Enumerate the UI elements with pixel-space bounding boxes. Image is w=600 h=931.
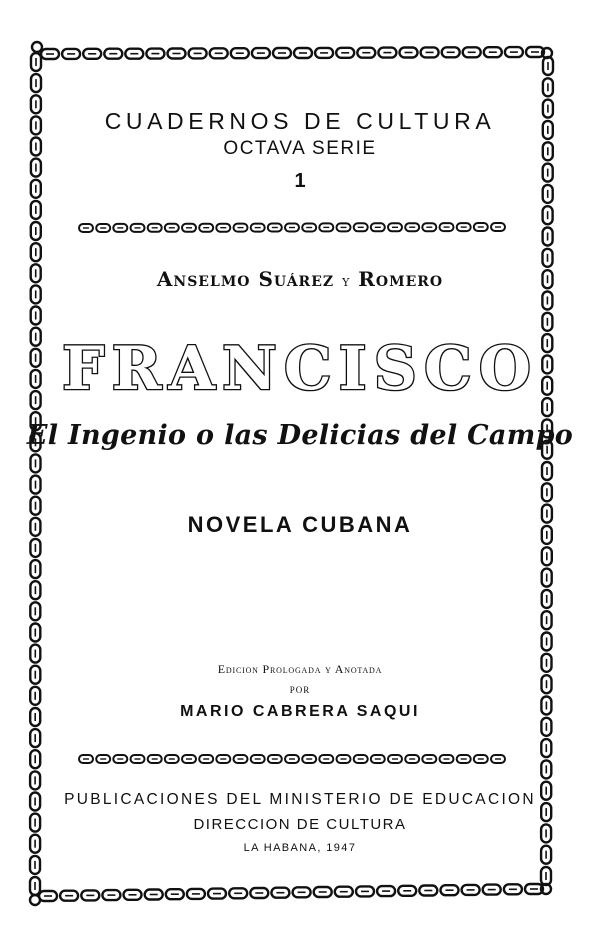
chain-link	[542, 292, 552, 310]
chain-link	[31, 201, 41, 219]
chain-link	[148, 755, 162, 763]
chain-link	[293, 887, 311, 897]
chain-link	[234, 755, 248, 763]
author-surname: Romero	[358, 267, 444, 291]
chain-link	[285, 755, 299, 763]
chain-link	[484, 47, 502, 57]
chain-link	[285, 224, 299, 232]
chain-link	[541, 739, 551, 757]
chain-link	[31, 307, 41, 325]
book-genre: NOVELA CUBANA	[187, 512, 413, 537]
chain-link	[541, 867, 551, 885]
chain-link	[30, 750, 40, 768]
chain-link	[251, 755, 265, 763]
chain-link	[302, 755, 316, 763]
series-edition: OCTAVA SERIE	[223, 138, 377, 159]
chain-link	[30, 539, 40, 557]
chain-link	[377, 886, 395, 896]
chain-link	[146, 49, 164, 59]
chain-link	[542, 483, 552, 501]
chain-link	[234, 224, 248, 232]
chain-link	[457, 755, 471, 763]
chain-link	[39, 891, 57, 901]
chain-link	[400, 48, 418, 58]
chain-link	[268, 224, 282, 232]
chain-link	[216, 224, 230, 232]
chain-link	[104, 49, 122, 59]
chain-link	[187, 889, 205, 899]
chain-link	[182, 755, 196, 763]
corner-ring	[30, 895, 40, 905]
chain-link	[543, 78, 553, 96]
chain-link	[252, 48, 270, 58]
chain-link	[31, 222, 41, 240]
chain-link	[440, 223, 454, 231]
chain-link	[542, 611, 552, 629]
chain-link	[462, 885, 480, 895]
chain-link	[102, 890, 120, 900]
chain-link	[422, 755, 436, 763]
chain-link	[337, 223, 351, 231]
chain-link	[210, 48, 228, 58]
chain-link	[440, 755, 454, 763]
chain-link	[336, 48, 354, 58]
chain-link	[302, 224, 316, 232]
chain-link	[421, 47, 439, 57]
chain-link	[41, 49, 59, 59]
chain-link	[168, 49, 186, 59]
publisher-department: DIRECCION DE CULTURA	[193, 816, 407, 833]
chain-link	[271, 888, 289, 898]
chain-link	[378, 48, 396, 58]
chain-link	[113, 755, 127, 763]
chain-link	[457, 223, 471, 231]
chain-link	[419, 886, 437, 896]
chain-link	[182, 224, 196, 232]
chain-link	[354, 223, 368, 231]
chain-link	[371, 223, 385, 231]
chain-divider-bottom	[79, 755, 505, 763]
chain-link	[542, 633, 552, 651]
chain-link	[505, 47, 523, 57]
chain-link	[542, 313, 552, 331]
chain-link	[30, 771, 40, 789]
chain-border-top	[41, 47, 544, 59]
chain-link	[371, 755, 385, 763]
chain-link	[251, 224, 265, 232]
chain-link	[208, 889, 226, 899]
chain-link	[405, 223, 419, 231]
chain-link	[337, 755, 351, 763]
chain-link	[398, 886, 416, 896]
chain-link	[542, 462, 552, 480]
chain-link	[442, 47, 460, 57]
chain-link	[463, 47, 481, 57]
chain-link	[113, 224, 127, 232]
chain-link	[354, 755, 368, 763]
chain-link	[30, 560, 40, 578]
chain-link	[30, 624, 40, 642]
author-line	[0, 267, 600, 291]
chain-link	[79, 755, 93, 763]
edition-by: POR	[289, 685, 311, 695]
chain-link	[31, 74, 41, 92]
chain-link	[388, 223, 402, 231]
chain-link	[483, 885, 501, 895]
chain-link	[543, 57, 553, 75]
chain-link	[504, 884, 522, 894]
chain-link	[83, 49, 101, 59]
chain-link	[491, 755, 505, 763]
chain-link	[125, 49, 143, 59]
chain-link	[319, 755, 333, 763]
chain-link	[30, 856, 40, 874]
chain-link	[62, 49, 80, 59]
chain-link	[31, 53, 41, 71]
chain-link	[96, 755, 110, 763]
chain-link	[474, 755, 488, 763]
chain-link	[542, 590, 552, 608]
chain-link	[30, 645, 40, 663]
chain-link	[216, 755, 230, 763]
chain-link	[81, 890, 99, 900]
chain-link	[542, 547, 552, 565]
chain-link	[30, 877, 40, 895]
chain-link	[131, 755, 145, 763]
chain-link	[31, 476, 41, 494]
publisher-name: PUBLICACIONES DEL MINISTERIO DE EDUCACION	[64, 791, 536, 808]
chain-link	[273, 48, 291, 58]
chain-link	[31, 454, 41, 472]
chain-divider-top	[79, 223, 505, 232]
chain-link	[541, 760, 551, 778]
chain-link	[356, 886, 374, 896]
chain-link	[441, 885, 459, 895]
chain-link	[294, 48, 312, 58]
chain-link	[165, 224, 179, 232]
chain-link	[319, 223, 333, 231]
chain-link	[357, 48, 375, 58]
author-conjunction: y	[342, 272, 351, 290]
chain-link	[229, 888, 247, 898]
book-title: FRANCISCO	[61, 334, 539, 404]
chain-link	[30, 729, 40, 747]
chain-link	[250, 888, 268, 898]
chain-link	[405, 755, 419, 763]
chain-link	[148, 224, 162, 232]
editor-name: MARIO CABRERA SAQUI	[180, 703, 420, 720]
publisher-place-year: LA HABANA, 1947	[243, 842, 357, 854]
chain-link	[388, 755, 402, 763]
chain-link	[543, 206, 553, 224]
series-number: 1	[294, 170, 306, 192]
chain-link	[335, 887, 353, 897]
chain-link	[189, 48, 207, 58]
chain-link	[30, 581, 40, 599]
chain-link	[60, 891, 78, 901]
chain-link	[543, 228, 553, 246]
author-name: Anselmo Suárez	[156, 267, 335, 291]
chain-link	[96, 224, 110, 232]
chain-link	[124, 890, 142, 900]
chain-link	[165, 755, 179, 763]
chain-link	[79, 224, 93, 232]
chain-border-bottom	[39, 884, 543, 901]
chain-link	[542, 569, 552, 587]
chain-link	[314, 887, 332, 897]
series-name: CUADERNOS DE CULTURA	[104, 108, 496, 134]
chain-link	[131, 224, 145, 232]
chain-link	[422, 223, 436, 231]
chain-link	[199, 755, 213, 763]
chain-link	[145, 890, 163, 900]
chain-link	[543, 249, 553, 267]
book-subtitle: El Ingenio o las Delicias del Campo	[26, 420, 574, 451]
edition-note: Edicion Prologada y Anotada	[217, 662, 383, 676]
chain-link	[199, 224, 213, 232]
chain-link	[231, 48, 249, 58]
chain-link	[315, 48, 333, 58]
corner-ring	[32, 42, 42, 52]
chain-link	[166, 889, 184, 899]
chain-link	[491, 223, 505, 231]
chain-link	[474, 223, 488, 231]
chain-link	[30, 602, 40, 620]
chain-link	[31, 243, 41, 261]
chain-link	[268, 755, 282, 763]
